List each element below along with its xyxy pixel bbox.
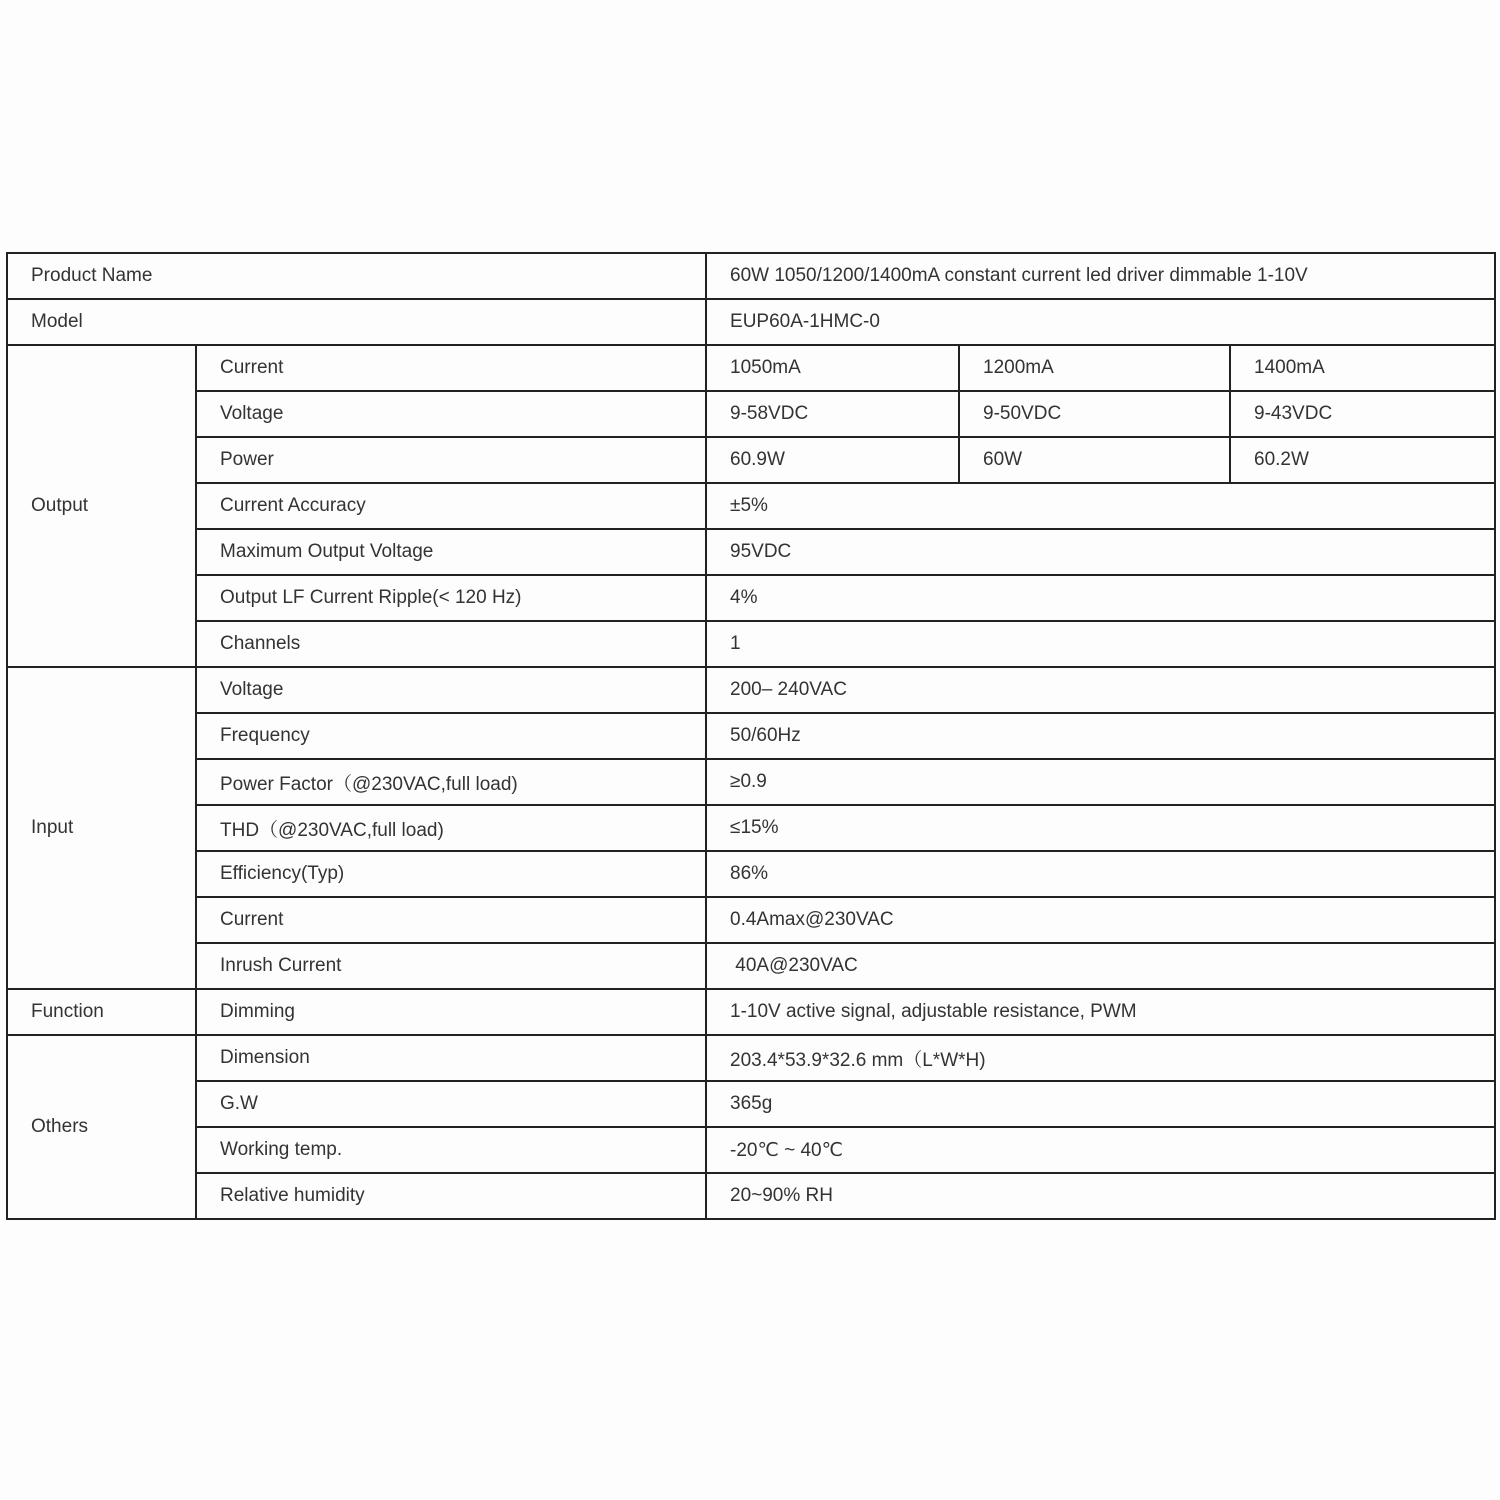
table-row [7,805,1495,851]
param-label: Inrush Current [196,943,706,989]
param-value: 40A@230VAC [706,943,1495,989]
param-label: Output LF Current Ripple(< 120 Hz) [196,575,706,621]
param-value: -20℃ ~ 40℃ [706,1127,1495,1173]
param-value: 20~90% RH [706,1173,1495,1219]
row-value-model: EUP60A-1HMC-0 [706,299,1495,345]
group-label-function: Function [7,989,196,1035]
param-label: Dimension [196,1035,706,1081]
param-value: 4% [706,575,1495,621]
param-label: Working temp. [196,1127,706,1173]
param-value: 1400mA [1230,345,1495,391]
param-value: 9-50VDC [959,391,1230,437]
table-row [7,1035,1495,1081]
row-value-product-name: 60W 1050/1200/1400mA constant current led driver dimmable 1-10V [706,253,1495,299]
table-row [7,851,1495,897]
param-value: 50/60Hz [706,713,1495,759]
param-value: 1 [706,621,1495,667]
param-label: Power [196,437,706,483]
param-value: 203.4*53.9*32.6 mm（L*W*H) [706,1035,1495,1081]
table-row [7,713,1495,759]
param-value: 95VDC [706,529,1495,575]
param-label: Power Factor（@230VAC,full load) [196,759,706,805]
table-row [7,667,1495,713]
param-label: Frequency [196,713,706,759]
table-row [7,621,1495,667]
spec-table [6,252,1496,1220]
param-label: Voltage [196,391,706,437]
param-label: Dimming [196,989,706,1035]
param-label: Channels [196,621,706,667]
table-row [7,391,1495,437]
param-label: Current Accuracy [196,483,706,529]
group-label-output: Output [7,345,196,667]
param-value: 60.9W [706,437,959,483]
param-label: Current [196,345,706,391]
param-value: ±5% [706,483,1495,529]
param-value: 1050mA [706,345,959,391]
table-row [7,1127,1495,1173]
table-row [7,483,1495,529]
param-value: ≤15% [706,805,1495,851]
table-row [7,1173,1495,1219]
param-label: Voltage [196,667,706,713]
param-label: Relative humidity [196,1173,706,1219]
param-value: 60W [959,437,1230,483]
param-value: 9-58VDC [706,391,959,437]
param-value: 1-10V active signal, adjustable resistance, PWM [706,989,1495,1035]
table-row [7,989,1495,1035]
table-row [7,299,1495,345]
table-row [7,943,1495,989]
param-label: Current [196,897,706,943]
param-value: 1200mA [959,345,1230,391]
param-value: 365g [706,1081,1495,1127]
param-value: 86% [706,851,1495,897]
table-row [7,345,1495,391]
param-value: 0.4Amax@230VAC [706,897,1495,943]
table-row [7,575,1495,621]
param-label: Maximum Output Voltage [196,529,706,575]
param-value: ≥0.9 [706,759,1495,805]
param-label: G.W [196,1081,706,1127]
table-row [7,897,1495,943]
param-label: THD（@230VAC,full load) [196,805,706,851]
row-label-model: Model [7,299,706,345]
table-row [7,437,1495,483]
table-row [7,1081,1495,1127]
row-label-product-name: Product Name [7,253,706,299]
table-row [7,253,1495,299]
param-label: Efficiency(Typ) [196,851,706,897]
param-value: 9-43VDC [1230,391,1495,437]
param-value: 60.2W [1230,437,1495,483]
group-label-input: Input [7,667,196,989]
group-label-others: Others [7,1035,196,1219]
param-value: 200– 240VAC [706,667,1495,713]
table-row [7,529,1495,575]
table-row [7,759,1495,805]
